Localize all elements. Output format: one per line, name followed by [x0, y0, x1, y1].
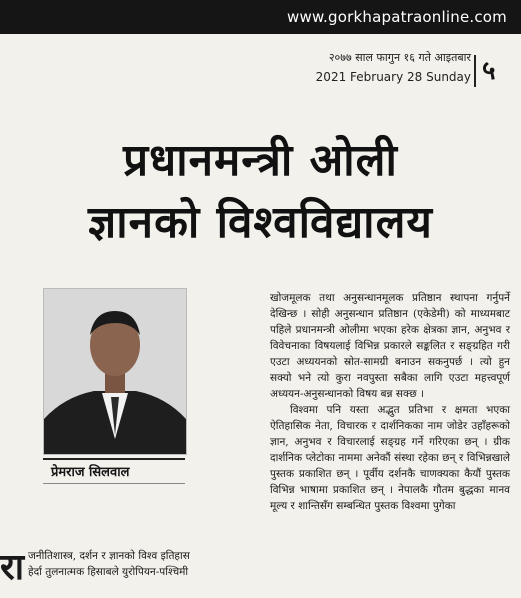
paragraph-2: विश्वमा पनि यस्ता अद्भुत प्रतिभा र क्षमता भएका ऐतिहासिक नेता, विचारक र दार्शनिकका नाम जोडेर उहाँहरूको ज्ञान, अनुभव र विचारलाई सङ्ग्रह गर्ने गरिएका छन् । ग्रीक दार्शनिक प्लेटोका नाममा अनेकौं संस्था रहेका छन् र विभिन्नखाले पुस्तक प्रकाशित छन् । पूर्वीय दर्शनकै चाणक्यका कैयौं पुस्तक विभिन्न भाषामा प्रकाशित छन् । नेपालकै गौतम बुद्धका मानव मूल्य र शान्तिसँग सम्बन्धित पुस्तक विश्वमा पुगेका — [270, 404, 510, 512]
left-line-2: हेर्दा तुलनात्मक हिसाबले युरोपियन-पश्चिमी — [28, 566, 189, 578]
headline-line-2: ज्ञानको विश्वविद्यालय — [88, 197, 433, 248]
author-byline: प्रेमराज सिलवाल — [43, 458, 185, 484]
article-column-left — [0, 548, 260, 598]
masthead-bar — [0, 0, 521, 34]
article-column-right — [270, 290, 510, 514]
date-english: 2021 February 28 Sunday — [315, 70, 471, 84]
page-number: ५ — [474, 55, 508, 87]
drop-cap: रा — [0, 548, 25, 588]
author-portrait-image — [44, 289, 186, 454]
headline-line-1: प्रधानमन्त्री ओली — [123, 135, 398, 186]
paragraph-1: खोजमूलक तथा अनुसन्धानमूलक प्रतिष्ठान स्थापना गर्नुपर्ने देखिन्छ । सोही अनुसन्धान प्रतिष्ठान (एकेडेमी) को माध्यमबाट पहिले प्रधानमन्त्री ओलीमा भएका हरेक क्षेत्रका ज्ञान, अनुभव र विवेचनाका विषयलाई विभिन्न प्रकारले सङ्कलित र सङ्ग्रहित गरी एउटा अध्ययनको स्रोत-सामग्री बनाउन सकनुपर्छ । त्यो हुन सक्यो भने त्यो कुरा नवपुस्ता सबैका लागि एउटा महत्त्वपूर्ण अध्ययन-अनुसन्धानको विषय बन्न सक्छ । — [270, 292, 510, 400]
date-nepali: २०७७ साल फागुन १६ गते आइतबार — [328, 51, 471, 64]
headline — [0, 130, 521, 254]
author-photo — [43, 288, 187, 455]
date-block — [316, 50, 471, 85]
left-line-1: जनीतिशास्त्र, दर्शन र ज्ञानको विश्व इतिहास — [28, 550, 190, 562]
site-url: www.gorkhapatraonline.com — [287, 8, 507, 26]
